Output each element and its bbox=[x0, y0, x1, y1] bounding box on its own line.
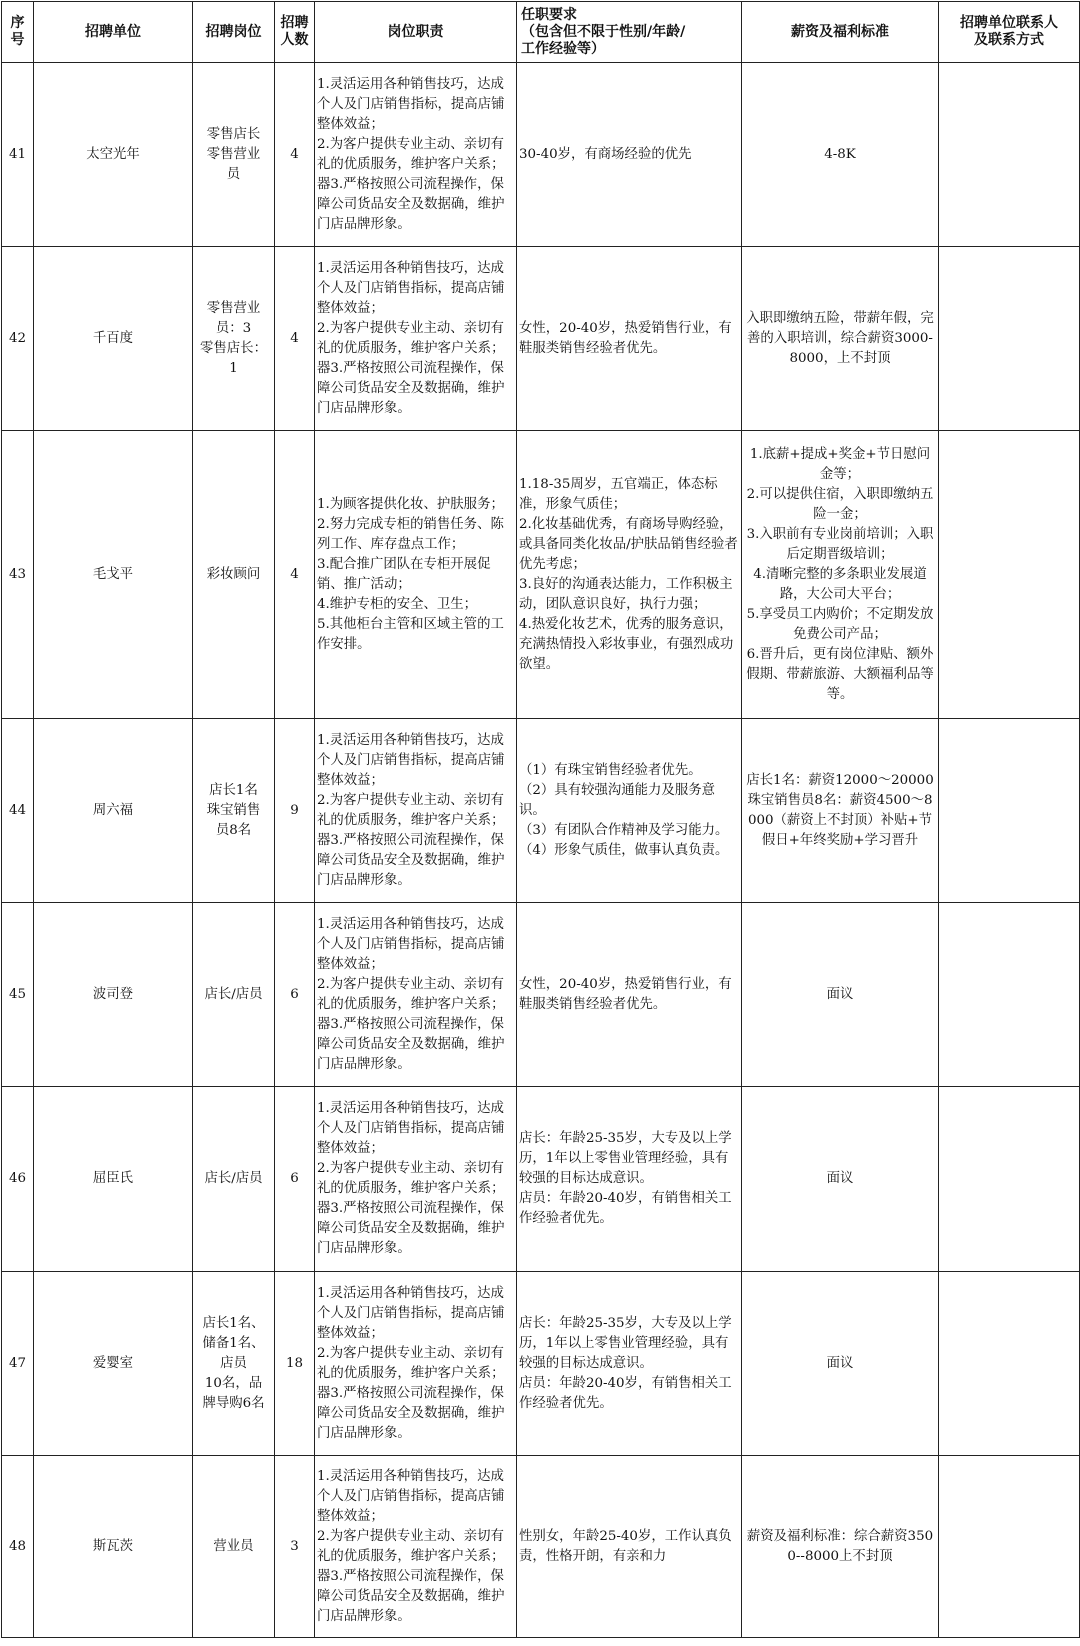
header-row bbox=[2, 2, 1080, 63]
cell-duty: 1.为顾客提供化妆、护肤服务； 2.努力完成专柜的销售任务、陈列工作、库存盘点工作； 3.配合推广团队在专柜开展促销、推广活动； 4.维护专柜的安全、卫生； 5.其他柜台主管和区域主管的工作安排。 bbox=[315, 431, 517, 719]
cell-count: 3 bbox=[275, 1456, 315, 1638]
cell-seq: 46 bbox=[2, 1087, 34, 1272]
recruitment-table bbox=[1, 1, 1080, 1638]
cell-salary: 面议 bbox=[742, 1272, 939, 1456]
table-row bbox=[2, 903, 1080, 1087]
cell-position: 店长1名、 储备1名、 店员 10名，品 牌导购6名 bbox=[193, 1272, 275, 1456]
cell-salary: 入职即缴纳五险，带薪年假，完善的入职培训，综合薪资3000-8000，上不封顶 bbox=[742, 247, 939, 431]
cell-position: 店长/店员 bbox=[193, 903, 275, 1087]
cell-position: 零售营业 员：3 零售店长： 1 bbox=[193, 247, 275, 431]
cell-contact bbox=[939, 719, 1080, 903]
cell-company: 太空光年 bbox=[34, 63, 193, 247]
cell-seq: 48 bbox=[2, 1456, 34, 1638]
cell-salary: 面议 bbox=[742, 1087, 939, 1272]
cell-duty: 1.灵活运用各种销售技巧，达成个人及门店销售指标，提高店铺整体效益； 2.为客户提供专业主动、亲切有礼的优质服务，维护客户关系； 器3.严格按照公司流程操作，保障公司货品安全及数据确，维护门店品牌形象。 bbox=[315, 903, 517, 1087]
cell-contact bbox=[939, 1456, 1080, 1638]
cell-duty: 1.灵活运用各种销售技巧，达成个人及门店销售指标，提高店铺整体效益； 2.为客户提供专业主动、亲切有礼的优质服务，维护客户关系； 器3.严格按照公司流程操作，保障公司货品安全及数据确，维护门店品牌形象。 bbox=[315, 1272, 517, 1456]
header-contact: 招聘单位联系人 及联系方式 bbox=[939, 2, 1080, 63]
cell-requirement: 店长：年龄25-35岁，大专及以上学历，1年以上零售业管理经验，具有较强的目标达成意识。 店员：年龄20-40岁，有销售相关工作经验者优先。 bbox=[517, 1087, 742, 1272]
cell-contact bbox=[939, 1087, 1080, 1272]
cell-requirement: 性别女，年龄25-40岁，工作认真负责，性格开朗，有亲和力 bbox=[517, 1456, 742, 1638]
cell-company: 波司登 bbox=[34, 903, 193, 1087]
cell-company: 周六福 bbox=[34, 719, 193, 903]
cell-contact bbox=[939, 247, 1080, 431]
cell-position: 彩妆顾问 bbox=[193, 431, 275, 719]
cell-count: 4 bbox=[275, 247, 315, 431]
cell-company: 斯瓦茨 bbox=[34, 1456, 193, 1638]
cell-duty: 1.灵活运用各种销售技巧，达成个人及门店销售指标，提高店铺整体效益； 2.为客户提供专业主动、亲切有礼的优质服务，维护客户关系； 器3.严格按照公司流程操作，保障公司货品安全及数据确，维护门店品牌形象。 bbox=[315, 63, 517, 247]
cell-seq: 41 bbox=[2, 63, 34, 247]
table-row bbox=[2, 1087, 1080, 1272]
cell-salary: 4-8K bbox=[742, 63, 939, 247]
table-row bbox=[2, 1272, 1080, 1456]
cell-requirement: 女性，20-40岁，热爱销售行业，有鞋服类销售经验者优先。 bbox=[517, 247, 742, 431]
cell-company: 屈臣氏 bbox=[34, 1087, 193, 1272]
cell-company: 千百度 bbox=[34, 247, 193, 431]
cell-contact bbox=[939, 63, 1080, 247]
cell-seq: 43 bbox=[2, 431, 34, 719]
cell-requirement: 女性，20-40岁，热爱销售行业，有鞋服类销售经验者优先。 bbox=[517, 903, 742, 1087]
cell-seq: 42 bbox=[2, 247, 34, 431]
header-duty: 岗位职责 bbox=[315, 2, 517, 63]
header-requirement: 任职要求 （包含但不限于性别/年龄/ 工作经验等） bbox=[517, 2, 742, 63]
cell-requirement: 30-40岁，有商场经验的优先 bbox=[517, 63, 742, 247]
cell-count: 4 bbox=[275, 63, 315, 247]
cell-salary: 薪资及福利标准：综合薪资3500--8000上不封顶 bbox=[742, 1456, 939, 1638]
cell-requirement: 1.18-35周岁，五官端正，体态标准，形象气质佳； 2.化妆基础优秀，有商场导购经验，或具备同类化妆品/护肤品销售经验者优先考虑； 3.良好的沟通表达能力，工作积极主动，团队意识良好，执行力强； 4.热爱化妆艺术，优秀的服务意识，充满热情投入彩妆事业，有强烈成功欲望。 bbox=[517, 431, 742, 719]
cell-contact bbox=[939, 903, 1080, 1087]
header-seq: 序 号 bbox=[2, 2, 34, 63]
cell-salary: 店长1名：薪资12000～20000 珠宝销售员8名：薪资4500～8000（薪资上不封顶）补贴+节假日+年终奖励+学习晋升 bbox=[742, 719, 939, 903]
cell-seq: 44 bbox=[2, 719, 34, 903]
cell-seq: 47 bbox=[2, 1272, 34, 1456]
cell-company: 毛戈平 bbox=[34, 431, 193, 719]
cell-duty: 1.灵活运用各种销售技巧，达成个人及门店销售指标，提高店铺整体效益； 2.为客户提供专业主动、亲切有礼的优质服务，维护客户关系； 器3.严格按照公司流程操作，保障公司货品安全及数据确，维护门店品牌形象。 bbox=[315, 247, 517, 431]
cell-company: 爱婴室 bbox=[34, 1272, 193, 1456]
cell-contact bbox=[939, 1272, 1080, 1456]
cell-duty: 1.灵活运用各种销售技巧，达成个人及门店销售指标，提高店铺整体效益； 2.为客户提供专业主动、亲切有礼的优质服务，维护客户关系； 器3.严格按照公司流程操作，保障公司货品安全及数据确，维护门店品牌形象。 bbox=[315, 719, 517, 903]
cell-seq: 45 bbox=[2, 903, 34, 1087]
cell-salary: 面议 bbox=[742, 903, 939, 1087]
cell-position: 店长/店员 bbox=[193, 1087, 275, 1272]
table-row bbox=[2, 431, 1080, 719]
cell-count: 9 bbox=[275, 719, 315, 903]
cell-count: 6 bbox=[275, 903, 315, 1087]
cell-duty: 1.灵活运用各种销售技巧，达成个人及门店销售指标，提高店铺整体效益； 2.为客户提供专业主动、亲切有礼的优质服务，维护客户关系； 器3.严格按照公司流程操作，保障公司货品安全及数据确，维护门店品牌形象。 bbox=[315, 1456, 517, 1638]
header-company: 招聘单位 bbox=[34, 2, 193, 63]
cell-position: 店长1名 珠宝销售 员8名 bbox=[193, 719, 275, 903]
cell-count: 4 bbox=[275, 431, 315, 719]
cell-requirement: （1）有珠宝销售经验者优先。 （2）具有较强沟通能力及服务意识。 （3）有团队合作精神及学习能力。 （4）形象气质佳，做事认真负责。 bbox=[517, 719, 742, 903]
cell-count: 18 bbox=[275, 1272, 315, 1456]
header-count: 招聘 人数 bbox=[275, 2, 315, 63]
header-salary: 薪资及福利标准 bbox=[742, 2, 939, 63]
cell-position: 营业员 bbox=[193, 1456, 275, 1638]
table-row bbox=[2, 247, 1080, 431]
cell-salary: 1.底薪+提成+奖金+节日慰问金等； 2.可以提供住宿，入职即缴纳五险一金； 3.入职前有专业岗前培训；入职后定期晋级培训； 4.清晰完整的多条职业发展道路，大公司大平台； 5.享受员工内购价；不定期发放免费公司产品； 6.晋升后，更有岗位津贴、额外假期、带薪旅游、大额福利品等等。 bbox=[742, 431, 939, 719]
table-row bbox=[2, 1456, 1080, 1638]
cell-position: 零售店长 零售营业 员 bbox=[193, 63, 275, 247]
cell-duty: 1.灵活运用各种销售技巧，达成个人及门店销售指标，提高店铺整体效益； 2.为客户提供专业主动、亲切有礼的优质服务，维护客户关系； 器3.严格按照公司流程操作，保障公司货品安全及数据确，维护门店品牌形象。 bbox=[315, 1087, 517, 1272]
cell-contact bbox=[939, 431, 1080, 719]
cell-requirement: 店长：年龄25-35岁，大专及以上学历，1年以上零售业管理经验，具有较强的目标达成意识。 店员：年龄20-40岁，有销售相关工作经验者优先。 bbox=[517, 1272, 742, 1456]
cell-count: 6 bbox=[275, 1087, 315, 1272]
table-row bbox=[2, 63, 1080, 247]
table-row bbox=[2, 719, 1080, 903]
header-position: 招聘岗位 bbox=[193, 2, 275, 63]
